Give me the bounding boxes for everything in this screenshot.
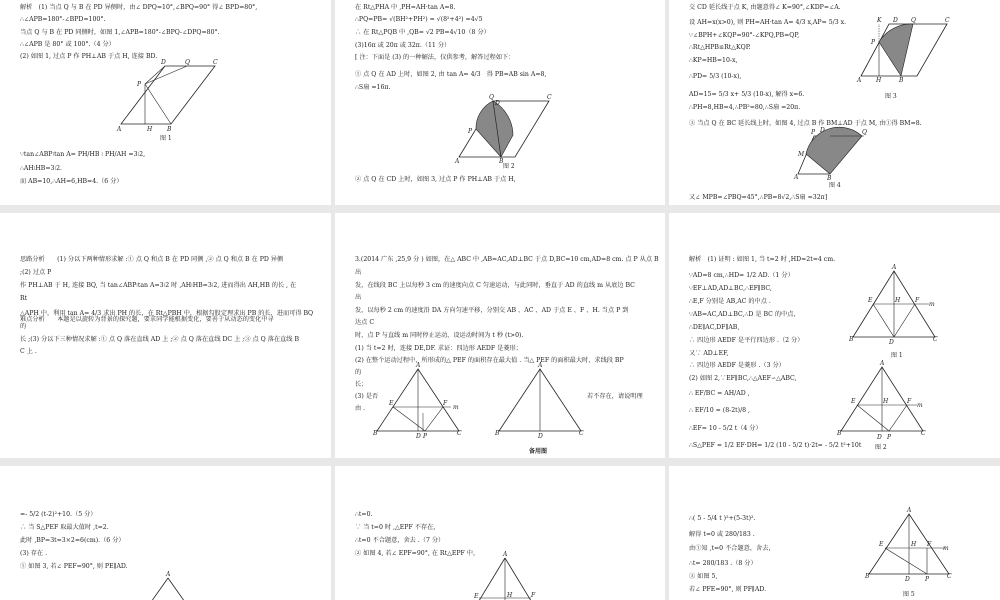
svg-text:A: A xyxy=(857,77,862,84)
text-line: 3.(2014 广东 ,25,9 分 ) 如图，在△ ABC 中 ,AB=AC,AD⊥BC 于点 D,BC=10 cm,AD=8 cm. 点 P 从点 B xyxy=(355,256,659,263)
svg-text:E: E xyxy=(879,541,884,548)
panel-thinking-analysis xyxy=(0,213,331,458)
text-line: ③ 当点 Q 在 BC 延长线上时，如图 4, 过点 B 作 BM⊥AD 于点 M, 由①得 BM=8. xyxy=(689,120,922,127)
text-line: 而 AB=10,∴AH=6,HB=4.（6 分） xyxy=(20,178,123,185)
text-line: 由 . xyxy=(355,405,366,412)
svg-text:C: C xyxy=(457,430,462,437)
svg-text:H: H xyxy=(911,541,917,548)
svg-text:C: C xyxy=(921,430,926,437)
text-line: 解析 (1) 证明 : 如图 1, 当 t=2 时 ,HD=2t=4 cm. xyxy=(689,256,836,263)
text-line: ∴EF= 10 - 5/2 t（4 分） xyxy=(689,425,762,432)
text-line: ∵EF⊥AD,AD⊥BC,∴EF∥BC, xyxy=(689,285,772,292)
svg-text:F: F xyxy=(443,400,448,407)
text-line: ∴AH∶HB=3∶2. xyxy=(20,165,62,172)
text-line: 发，在线段 BC 上以每秒 3 cm 的速度向点 C 匀速运动，与此同时，垂直于 AD 的直线 m 从底边 BC xyxy=(355,282,635,289)
problem-figure-triangle xyxy=(373,362,465,440)
svg-text:B: B xyxy=(495,430,500,437)
text-line: (1) 当 t=2 时，连接 DE,DF. 求证：四边形 AEDF 是菱形； xyxy=(355,345,522,352)
svg-text:A: A xyxy=(503,551,508,558)
text-line: Rt xyxy=(20,295,28,302)
text-line: ∴ 当 S△PEF 取最大值时 ,t=2. xyxy=(20,524,109,531)
svg-text:C: C xyxy=(947,573,952,580)
text-line: ∵∠BPH+∠KQP=90°-∠KPQ,PB=QP, xyxy=(689,32,800,39)
svg-text:D: D xyxy=(161,59,166,66)
svg-text:D: D xyxy=(893,17,898,24)
text-line: 由①知 ,t=0 不合题意，舍去， xyxy=(689,545,775,552)
svg-text:A: A xyxy=(907,507,912,514)
svg-text:F: F xyxy=(927,541,932,548)
figure-caption: 图 3 xyxy=(885,93,897,100)
svg-text:B: B xyxy=(373,430,378,437)
spare-figure-triangle xyxy=(495,362,587,440)
svg-text:M: M xyxy=(798,151,805,158)
svg-text:Q: Q xyxy=(911,17,916,24)
svg-text:A: A xyxy=(880,360,885,367)
text-line: ∴Rt△HPB≌Rt△KQP. xyxy=(689,44,751,51)
svg-text:H: H xyxy=(147,126,153,133)
text-line: ∵ 当 t=0 时 ,△EPF 不存在， xyxy=(355,524,440,531)
figure-caption: 图 2 xyxy=(875,444,887,451)
text-line: 的 xyxy=(20,323,27,330)
text-line: (2) 在整个运动过程中，所形成的△ PEF 的面积存在最大值 . 当△ PEF 的面积最大时，求线段 BP xyxy=(355,357,624,364)
svg-text:P: P xyxy=(423,433,428,440)
text-line: 解析 (1) 当点 Q 与 B 在 PD 异侧时，由∠ DPQ=10°,∠BPQ=90° 得∠ BPD=80°, xyxy=(20,4,258,11)
text-line: ∴KP=HB=10-x, xyxy=(689,57,738,64)
text-line: (3) 是否 xyxy=(355,393,379,400)
svg-text:C: C xyxy=(945,17,950,24)
svg-text:Q: Q xyxy=(185,59,190,66)
figure-5-triangle xyxy=(865,507,957,583)
panel-problem-3 xyxy=(335,213,665,458)
text-line: ∴E,F 分别是 AB,AC 的中点 . xyxy=(689,298,771,305)
text-line: ∴ EF/BC = AH/AD , xyxy=(689,390,750,397)
svg-text:B: B xyxy=(865,573,870,580)
figure-caption: 备用图 xyxy=(529,448,548,455)
panel-solution-problem-3 xyxy=(669,213,1000,458)
text-line: ;(2) 过点 P xyxy=(20,269,52,276)
svg-text:C: C xyxy=(547,94,552,101)
svg-text:m: m xyxy=(453,404,459,411)
text-line: ∴t= 280/183 .（8 分） xyxy=(689,560,757,567)
text-line: ∴PH=8,HB=4,∴PB²=80,∴S扇 =20π. xyxy=(689,104,801,111)
svg-text:B: B xyxy=(827,175,832,182)
text-line: (3)16π 或 20π 或 32π.（11 分） xyxy=(355,42,451,49)
figure-3-triangle-partial xyxy=(130,572,210,600)
figure-caption: 图 2 xyxy=(503,163,515,170)
svg-text:B: B xyxy=(167,126,172,133)
svg-text:D: D xyxy=(889,339,894,346)
svg-text:P: P xyxy=(468,128,473,135)
svg-text:A: A xyxy=(538,362,543,369)
svg-text:H: H xyxy=(895,297,901,304)
svg-text:P: P xyxy=(137,81,142,88)
svg-text:C: C xyxy=(213,59,218,66)
text-line: (2) 如图 2,∵EF∥BC,∴△AEF∽△ABC, xyxy=(689,375,797,382)
text-line: 在 Rt△PHA 中 ,PH=AH·tan A=8. xyxy=(355,4,456,11)
svg-text:H: H xyxy=(876,77,882,84)
text-line: ∴PQ=PB= √(BH²+PH²) = √(8²+4²) =4√5 xyxy=(355,16,483,23)
text-line: ∴ EF/10 = (8-2t)/8 , xyxy=(689,407,751,414)
text-line: 若不存在，请说明理 xyxy=(587,393,643,400)
text-line: ① 如图 3, 若∠ PEF=90°, 则 PE∥AD. xyxy=(20,563,128,570)
svg-text:D: D xyxy=(538,433,543,440)
svg-text:H: H xyxy=(883,398,889,405)
text-line: ∵AD=8 cm,∴HD= 1/2 AD.（1 分） xyxy=(689,272,794,279)
text-line: 若∠ PFE=90°, 则 PF∥AD. xyxy=(689,586,767,593)
text-line: ∴DE∥AC,DF∥AB, xyxy=(689,324,740,331)
svg-text:Q: Q xyxy=(862,129,867,136)
svg-text:K: K xyxy=(877,17,882,24)
text-line: 达点 C xyxy=(355,319,375,326)
text-line: 出 xyxy=(355,269,362,276)
text-line: 的 xyxy=(355,369,362,376)
text-line: 发，以每秒 2 cm 的速度沿 DA 方向匀速平移，分别交 AB 、AC 、AD 于点 E 、F 、H. 当点 P 到 xyxy=(355,307,629,314)
svg-text:m: m xyxy=(917,402,923,409)
svg-text:P: P xyxy=(925,576,930,583)
text-line: ∴S△PEF = 1/2 EF·DH= 1/2 (10 - 5/2 t)·2t= - 5/2 t²+10t xyxy=(689,442,862,449)
figure-caption: 图 4 xyxy=(829,182,841,189)
svg-text:P: P xyxy=(871,39,876,46)
text-line: ∴∠APB=180°-∠BPD=100°. xyxy=(20,16,106,23)
text-line: 此时 ,BP=3t=3×2=6(cm).（6 分） xyxy=(20,537,125,544)
svg-text:m: m xyxy=(929,301,935,308)
text-line: 当点 Q 与 B 在 PD 同侧时，如图 1,∠APB=180°-∠BPQ-∠DPQ=80°. xyxy=(20,29,220,36)
text-line: (2) 如图 1, 过点 P 作 PH⊥AB 于点 H, 连接 BD. xyxy=(20,53,158,60)
text-line: ∴ 在 Rt△PQB 中 ,QB= √2 PB=4√10（8 分） xyxy=(355,29,490,36)
svg-text:D: D xyxy=(820,127,825,134)
figure-3-sector xyxy=(857,18,957,84)
svg-text:P: P xyxy=(887,434,892,441)
text-line: 长 ;(3) 分以下三种情况求解 :① 点 Q 落在直线 AD 上 ;② 点 Q 落在直线 DC 上 ;③ 点 Q 落在直线 B xyxy=(20,336,299,343)
text-line: ∴ 四边形 AEDF 是平行四边形 .（2 分） xyxy=(689,337,804,344)
svg-text:B: B xyxy=(499,158,504,165)
figure-caption: 图 5 xyxy=(903,591,915,598)
svg-text:B: B xyxy=(849,336,854,343)
text-line: AD=15= 5/3 x+ 5/3 (10-x), 解得 x=6. xyxy=(689,91,805,98)
figure-2-sector xyxy=(453,94,563,165)
text-line: 又∵ AD⊥EF, xyxy=(689,350,729,357)
text-line: 交 CD 延长线于点 K, 由题意得∠ K=90°,∠KDP=∠A. xyxy=(689,4,841,11)
svg-text:C: C xyxy=(579,430,584,437)
panel-solution-part2 xyxy=(335,0,665,205)
svg-text:A: A xyxy=(166,571,171,578)
svg-text:A: A xyxy=(455,158,460,165)
text-line: ∴( 5 - 5/4 t )²+(5-3t)². xyxy=(689,515,756,522)
panel-solution-continued-1 xyxy=(0,466,331,600)
text-line: 设 AH=x(x>0), 则 PH=AH·tan A= 4/3 x,AP= 5/3 x. xyxy=(689,19,847,26)
svg-text:E: E xyxy=(868,297,873,304)
svg-text:Q: Q xyxy=(489,94,494,101)
text-line: △APH 中，利用 tan A= 4/3 求出 PH 的长，在 Rt△PBH 中，根据勾股定理求出 PB 的长，进而可得 BQ xyxy=(20,310,314,317)
text-line: 思路分析 (1) 分以下两种情形求解 :① 点 Q 和点 B 在 PD 同侧 ,② 点 Q 和点 B 在 PD 异侧 xyxy=(20,256,284,263)
svg-text:E: E xyxy=(389,400,394,407)
svg-text:D: D xyxy=(495,100,500,107)
text-line: ∴∠APB 是 80° 或 100°.（4 分） xyxy=(20,41,115,48)
text-line: ∴t=0. xyxy=(355,511,373,518)
svg-text:D: D xyxy=(905,576,910,583)
text-line: 出 xyxy=(355,294,362,301)
text-line: C 上 . xyxy=(20,348,37,355)
panel-solution-part1 xyxy=(0,0,331,205)
svg-text:B: B xyxy=(899,77,904,84)
svg-text:m: m xyxy=(943,545,949,552)
svg-text:E: E xyxy=(474,593,479,600)
panel-solution-continued-3 xyxy=(669,466,1000,600)
svg-text:E: E xyxy=(851,398,856,405)
figure-caption: 图 1 xyxy=(160,135,172,142)
svg-text:F: F xyxy=(915,297,920,304)
svg-text:H: H xyxy=(507,592,513,599)
svg-text:A: A xyxy=(416,362,421,369)
figure-4-triangle-partial xyxy=(465,551,545,600)
text-line: 时，点 P 与直线 m 同时停止运动，设运动时间为 t 秒 (t>0). xyxy=(355,332,524,339)
text-line: ② 点 Q 在 CD 上时，如图 3, 过点 P 作 PH⊥AB 于点 H, xyxy=(355,176,516,183)
figure-2-triangle xyxy=(837,360,929,441)
panel-solution-continued-2 xyxy=(335,466,665,600)
text-line: ∵AB=AC,AD⊥BC,∴D 是 BC 的中点， xyxy=(689,311,800,318)
text-line: ① 点 Q 在 AD 上时，如图 2, 由 tan A= 4/3 得 PB=AB sin A=8, xyxy=(355,71,547,78)
panel-solution-part3 xyxy=(669,0,1000,205)
text-line: ③ 如图 5, xyxy=(689,573,718,580)
text-line: (3) 存在 . xyxy=(20,550,48,557)
text-line: ∴ 四边形 AEDF 是菱形 .（3 分） xyxy=(689,362,785,369)
svg-text:A: A xyxy=(892,264,897,271)
text-line: ∴PD= 5/3 (10-x), xyxy=(689,73,742,80)
text-line: ∴t=0 不合题意，舍去 .（7 分） xyxy=(355,537,445,544)
svg-text:A: A xyxy=(117,126,122,133)
svg-text:F: F xyxy=(531,592,536,599)
figure-caption: 图 1 xyxy=(891,352,903,359)
text-line: ∵tan∠ABP∶tan A= PH/HB ∶ PH/AH =3∶2, xyxy=(20,151,146,158)
svg-text:C: C xyxy=(933,336,938,343)
text-line: ∴S扇 =16π. xyxy=(355,84,391,91)
text-line: 又∠ MPB=∠PBQ=45°,∴PB=8√2,∴S扇 =32π] xyxy=(689,194,828,201)
text-line: 长； xyxy=(355,381,368,388)
svg-text:P: P xyxy=(811,129,816,136)
svg-text:A: A xyxy=(794,174,799,181)
text-line: 难点分析 本题是以旋转为背景的探究题，要求同学能根据变化，要善于从动态的变化中寻 xyxy=(20,316,274,323)
figure-1-parallelogram xyxy=(115,59,225,133)
text-line: =- 5/2 (t-2)²+10.（5 分） xyxy=(20,511,97,518)
figure-4-sector xyxy=(794,128,874,180)
text-line: [ 注：下面是 (3) 的一种解法，仅供参考，解答过程如下： xyxy=(355,54,515,61)
svg-text:D: D xyxy=(877,434,882,441)
text-line: 解得 t=0 或 280/183 . xyxy=(689,531,755,538)
svg-text:D: D xyxy=(416,433,421,440)
figure-1-rhombus xyxy=(849,264,941,346)
text-line: 作 PH⊥AB 于 H, 连接 BQ, 当 tan∠ABP∶tan A=3∶2 时 ,AH∶HB=3∶2, 进而得出 AH,HB 的长 , 在 xyxy=(20,282,297,289)
text-line: ② 如图 4, 若∠ EPF=90°, 在 Rt△EPF 中， xyxy=(355,550,480,557)
svg-text:F: F xyxy=(907,398,912,405)
svg-text:B: B xyxy=(837,430,842,437)
